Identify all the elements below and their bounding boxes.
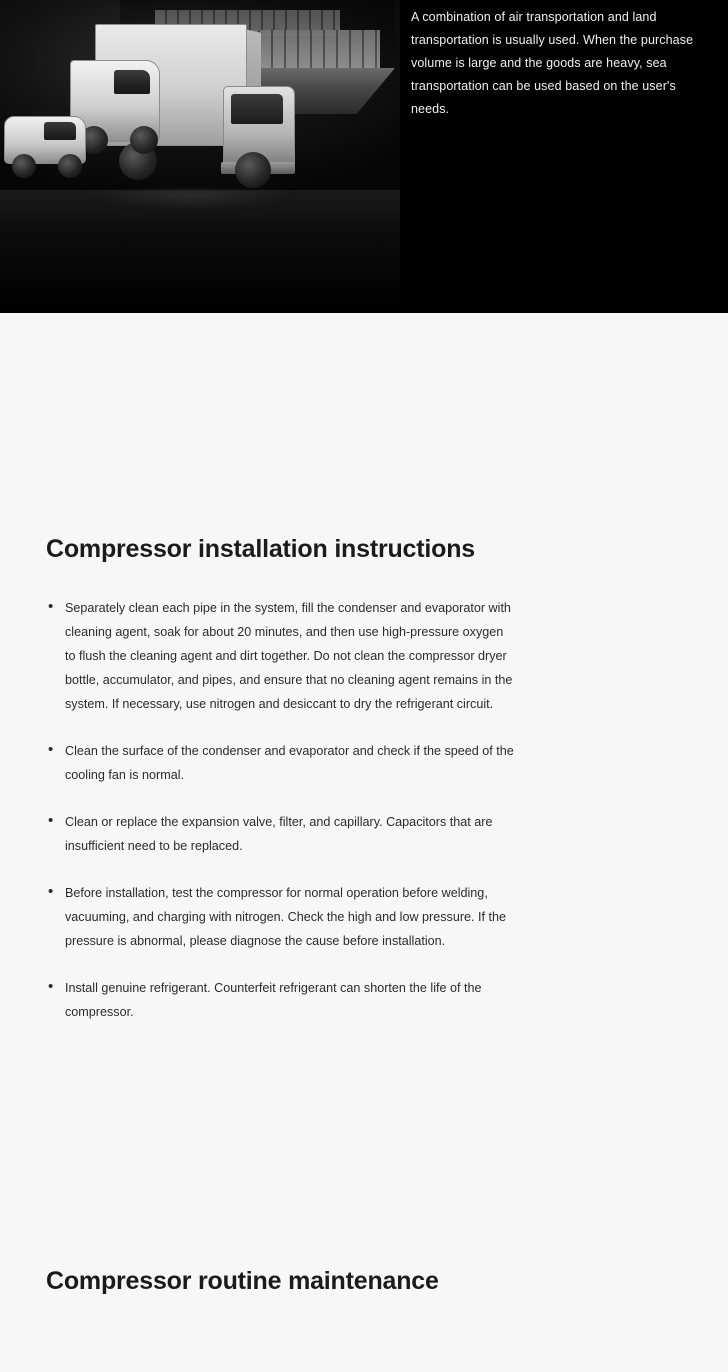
hero-image bbox=[0, 0, 400, 313]
hero-paragraph: A combination of air transportation and land transportation is usually used. When the purchase volume is large and the goods are heavy, sea transportation can be used based on the user's needs. bbox=[411, 10, 694, 116]
list-item: • Clean or replace the expansion valve, filter, and capillary. Capacitors that are insufficient need to be replaced. bbox=[46, 810, 515, 858]
list-item: • Install genuine refrigerant. Counterfeit refrigerant can shorten the life of the compressor. bbox=[46, 976, 515, 1024]
list-item: • Clean the surface of the condenser and evaporator and check if the speed of the cooling fan is normal. bbox=[46, 739, 515, 787]
section-title-maintenance: Compressor routine maintenance bbox=[46, 1267, 439, 1295]
truck-windshield bbox=[231, 94, 283, 124]
car-wheel-front bbox=[58, 154, 82, 178]
list-item: • Separately clean each pipe in the system, fill the condenser and evaporator with cleaning agent, soak for about 20 minutes, and then use high-pressure oxygen to flush the cleaning agent and dirt together. Do not clean the compressor dryer bottle, accumulator, and pipes, and ensure that no cleaning agent remains in the system. If necessary, use nitrogen and desiccant to dry the refrigerant circuit. bbox=[46, 596, 515, 716]
list-item: • Before installation, test the compressor for normal operation before welding, vacuuming, and charging with nitrogen. Check the high and low pressure. If the pressure is abnormal, please diagnose the cause before installation. bbox=[46, 881, 515, 953]
truck-wheel-front bbox=[235, 152, 271, 188]
car-windshield bbox=[44, 122, 76, 140]
car-icon bbox=[4, 106, 96, 196]
van-wheel-front bbox=[130, 126, 158, 154]
car-wheel-rear bbox=[12, 154, 36, 178]
installation-instructions-list bbox=[46, 596, 682, 1024]
section-title-installation: Compressor installation instructions bbox=[46, 535, 475, 563]
van-windshield bbox=[114, 70, 150, 94]
content-area bbox=[0, 535, 728, 1296]
hero-banner bbox=[0, 0, 728, 313]
